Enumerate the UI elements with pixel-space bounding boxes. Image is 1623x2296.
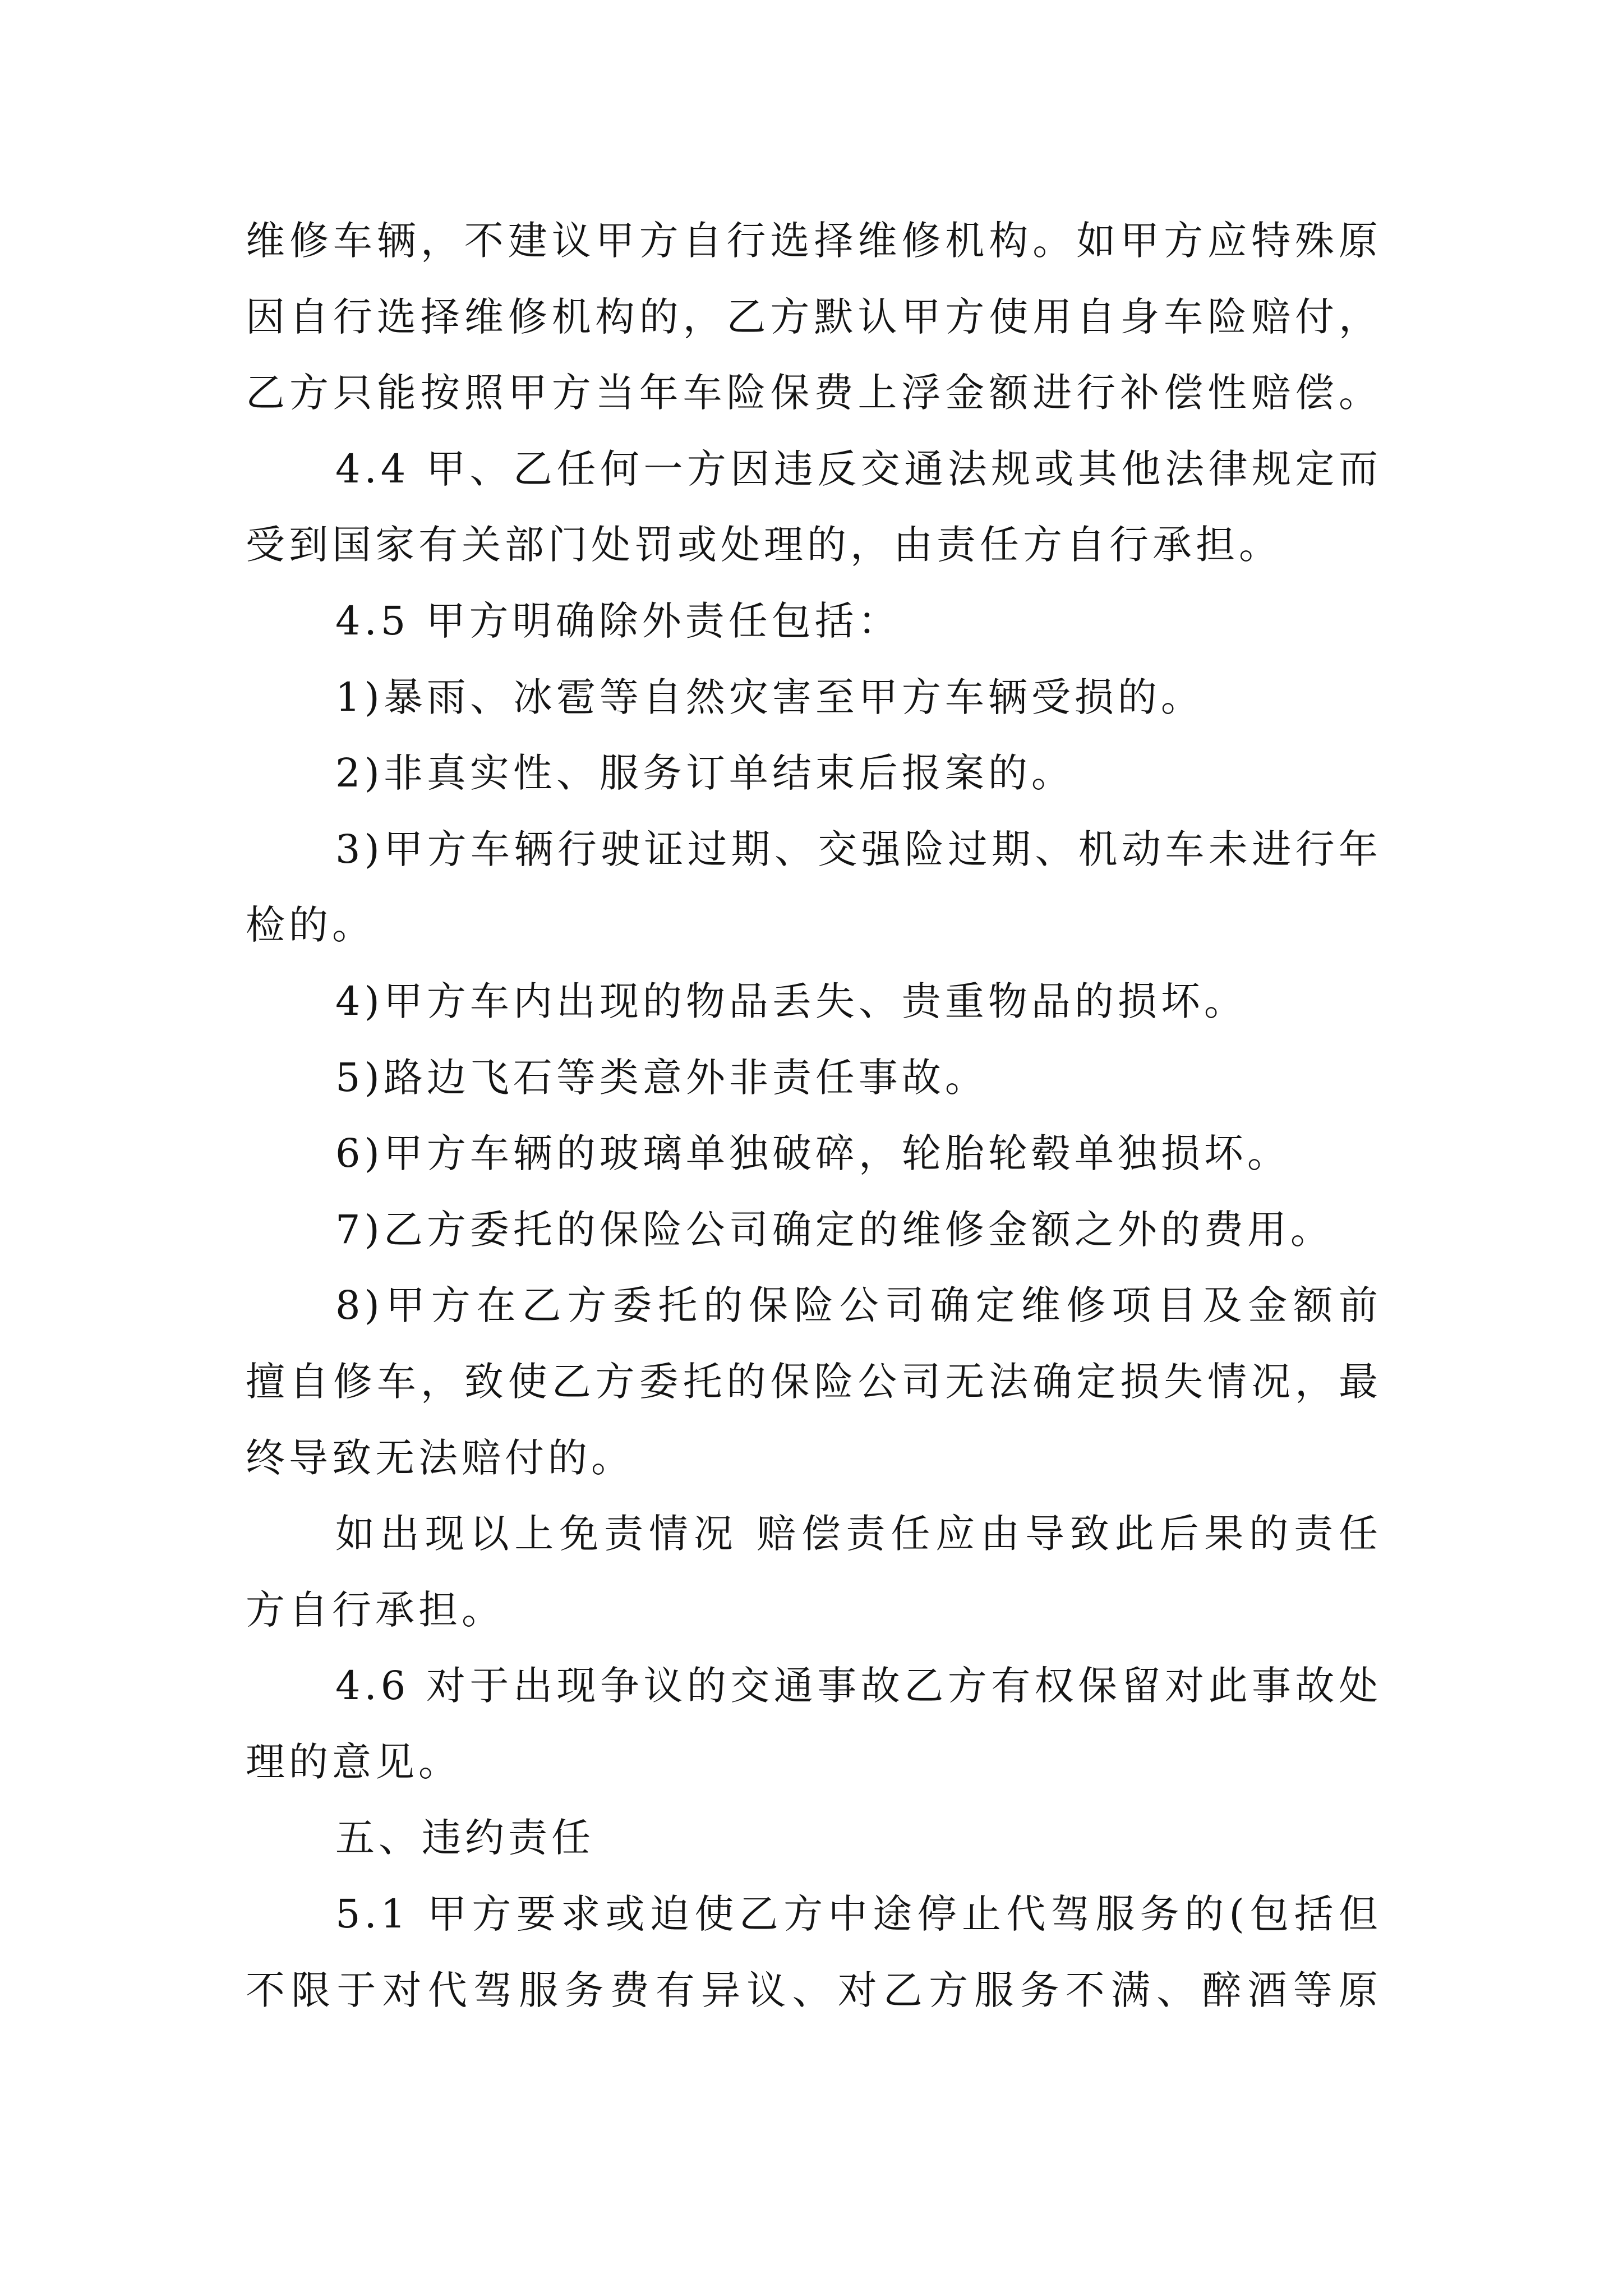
exemption-summary <box>246 1496 1382 1648</box>
text-line: 4.6 对于出现争议的交通事故乙方有权保留对此事故处 <box>335 1663 1382 1709</box>
text-line: 4)甲方车内出现的物品丢失、贵重物品的损坏。 <box>335 978 1247 1024</box>
list-item-1 <box>246 660 1382 736</box>
text-line: 不限于对代驾服务费有异议、对乙方服务不满、醉酒等原 <box>246 1967 1382 2013</box>
text-line: 1)暴雨、冰雹等自然灾害至甲方车辆受损的。 <box>335 674 1204 720</box>
text-line: 因自行选择维修机构的，乙方默认甲方使用自身车险赔付， <box>246 293 1382 340</box>
clause-5-1 <box>246 1876 1382 2028</box>
document-body <box>246 203 1382 2028</box>
text-line: 7)乙方委托的保险公司确定的维修金额之外的费用。 <box>335 1206 1334 1253</box>
text-line: 检的。 <box>246 902 375 949</box>
text-line: 如出现以上免责情况 赔偿责任应由导致此后果的责任 <box>335 1511 1382 1557</box>
section-heading <box>246 1800 1382 1876</box>
text-line: 受到国家有关部门处罚或处理的，由责任方自行承担。 <box>246 522 1282 568</box>
clause-4-5 <box>246 583 1382 660</box>
text-line: 5.1 甲方要求或迫使乙方中途停止代驾服务的(包括但 <box>335 1891 1382 1938</box>
list-item-8 <box>246 1268 1382 1496</box>
text-line: 擅自修车，致使乙方委托的保险公司无法确定损失情况，最 <box>246 1358 1382 1405</box>
list-item-5 <box>246 1040 1382 1116</box>
text-line: 4.4 甲、乙任何一方因违反交通法规或其他法律规定而 <box>335 445 1382 492</box>
paragraph-continuation <box>246 203 1382 431</box>
text-line: 4.5 甲方明确除外责任包括： <box>335 597 901 644</box>
text-line: 方自行承担。 <box>246 1586 505 1633</box>
text-line: 5)路边飞石等类意外非责任事故。 <box>335 1054 988 1101</box>
text-line: 2)非真实性、服务订单结束后报案的。 <box>335 750 1075 797</box>
text-line: 6)甲方车辆的玻璃单独破碎，轮胎轮毂单独损坏。 <box>335 1130 1290 1177</box>
list-item-7 <box>246 1192 1382 1268</box>
text-line: 终导致无法赔付的。 <box>246 1434 634 1481</box>
text-line: 理的意见。 <box>246 1738 462 1785</box>
list-item-4 <box>246 964 1382 1040</box>
clause-4-6 <box>246 1648 1382 1800</box>
list-item-6 <box>246 1116 1382 1192</box>
text-line: 维修车辆，不建议甲方自行选择维修机构。如甲方应特殊原 <box>246 218 1382 264</box>
text-line: 8)甲方在乙方委托的保险公司确定维修项目及金额前 <box>335 1282 1382 1329</box>
text-line: 乙方只能按照甲方当年车险保费上浮金额进行补偿性赔偿。 <box>246 370 1382 416</box>
text-line: 3)甲方车辆行驶证过期、交强险过期、机动车未进行年 <box>335 826 1382 872</box>
list-item-3 <box>246 812 1382 964</box>
section-title: 五、违约责任 <box>335 1815 594 1861</box>
list-item-2 <box>246 735 1382 812</box>
clause-4-4 <box>246 431 1382 583</box>
